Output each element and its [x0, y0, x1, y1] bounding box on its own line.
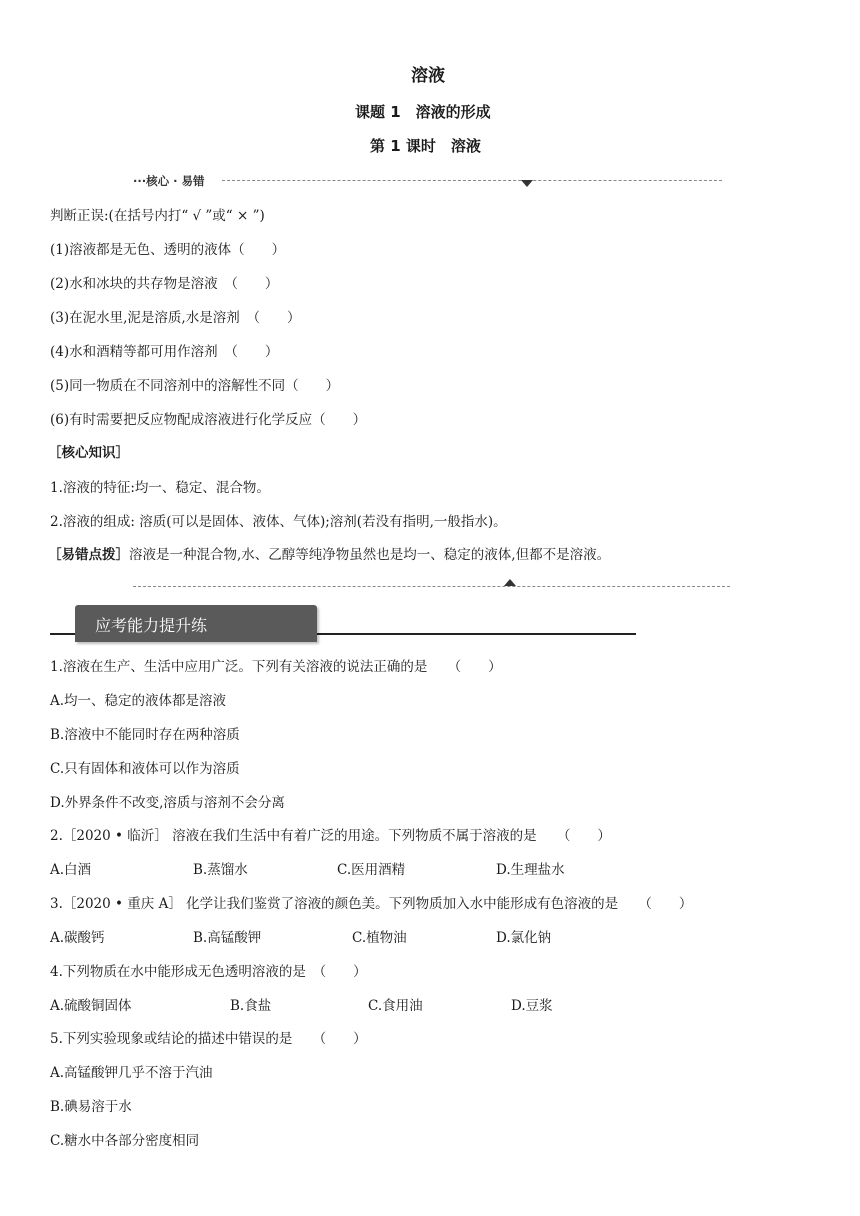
question-option: B.溶液中不能同时存在两种溶质 [50, 727, 240, 743]
judge-item: (2)水和冰块的共存物是溶液 （ ） [50, 276, 279, 292]
judge-item: (1)溶液都是无色、透明的液体（ ） [50, 242, 286, 258]
judge-intro: 判断正误:(在括号内打“ √ ”或“ × ”) [50, 208, 265, 224]
question-stem: 3.［2020 • 重庆 A］ 化学让我们鉴赏了溶液的颜色美。下列物质加入水中能形成有色溶液的是 （ ） [50, 896, 693, 912]
lesson-title: 课题 1 溶液的形成 [355, 103, 491, 121]
question-option: B.高锰酸钾 [193, 930, 262, 946]
knowledge-point: 1.溶液的特征:均一、稳定、混合物。 [50, 480, 270, 496]
period-title: 第 1 课时 溶液 [370, 137, 481, 155]
question-option: D.豆浆 [511, 998, 553, 1014]
knowledge-heading: ［核心知识］ [48, 445, 129, 461]
question-option: A.高锰酸钾几乎不溶于汽油 [50, 1065, 213, 1081]
judge-item: (6)有时需要把反应物配成溶液进行化学反应（ ） [50, 412, 367, 428]
question-option: D.外界条件不改变,溶质与溶剂不会分离 [50, 795, 285, 811]
judge-item: (4)水和酒精等都可用作溶剂 （ ） [50, 344, 279, 360]
question-option: A.碳酸钙 [50, 930, 105, 946]
question-stem: 4.下列物质在水中能形成无色透明溶液的是 （ ） [50, 964, 367, 980]
question-option: C.糖水中各部分密度相同 [50, 1133, 200, 1149]
error-tip [48, 543, 610, 563]
core-end-divider [133, 586, 730, 587]
divider-arrow-up-icon [504, 579, 516, 586]
question-option: C.食用油 [368, 998, 423, 1014]
core-divider [222, 180, 722, 181]
question-option: C.植物油 [352, 930, 407, 946]
question-option: A.白酒 [50, 862, 92, 878]
section-title: 应考能力提升练 [95, 616, 208, 635]
judge-item: (3)在泥水里,泥是溶质,水是溶剂 （ ） [50, 310, 301, 326]
question-option: B.蒸馏水 [193, 862, 248, 878]
divider-arrow-down-icon [521, 180, 533, 187]
question-option: C.只有固体和液体可以作为溶质 [50, 761, 240, 777]
question-option: A.均一、稳定的液体都是溶液 [50, 693, 227, 709]
page-title: 溶液 [411, 66, 445, 86]
error-tip-label: ［易错点拨］ [48, 547, 129, 563]
question-stem: 1.溶液在生产、生活中应用广泛。下列有关溶液的说法正确的是 （ ） [50, 659, 502, 675]
question-option: B.碘易溶于水 [50, 1099, 132, 1115]
question-option: B.食盐 [230, 998, 272, 1014]
question-stem: 5.下列实验现象或结论的描述中错误的是 （ ） [50, 1031, 367, 1047]
question-stem: 2.［2020 • 临沂］ 溶液在我们生活中有着广泛的用途。下列物质不属于溶液的是 （ ） [50, 828, 611, 844]
question-option: D.氯化钠 [496, 930, 552, 946]
question-option: A.硫酸铜固体 [50, 998, 132, 1014]
question-option: D.生理盐水 [496, 862, 565, 878]
core-tag: ···核心 · 易错 [133, 174, 205, 188]
error-tip-text: 溶液是一种混合物,水、乙醇等纯净物虽然也是均一、稳定的液体,但都不是溶液。 [129, 547, 611, 563]
knowledge-point: 2.溶液的组成: 溶质(可以是固体、液体、气体);溶剂(若没有指明,一般指水)。 [50, 514, 507, 530]
judge-item: (5)同一物质在不同溶剂中的溶解性不同（ ） [50, 378, 340, 394]
question-option: C.医用酒精 [337, 862, 406, 878]
